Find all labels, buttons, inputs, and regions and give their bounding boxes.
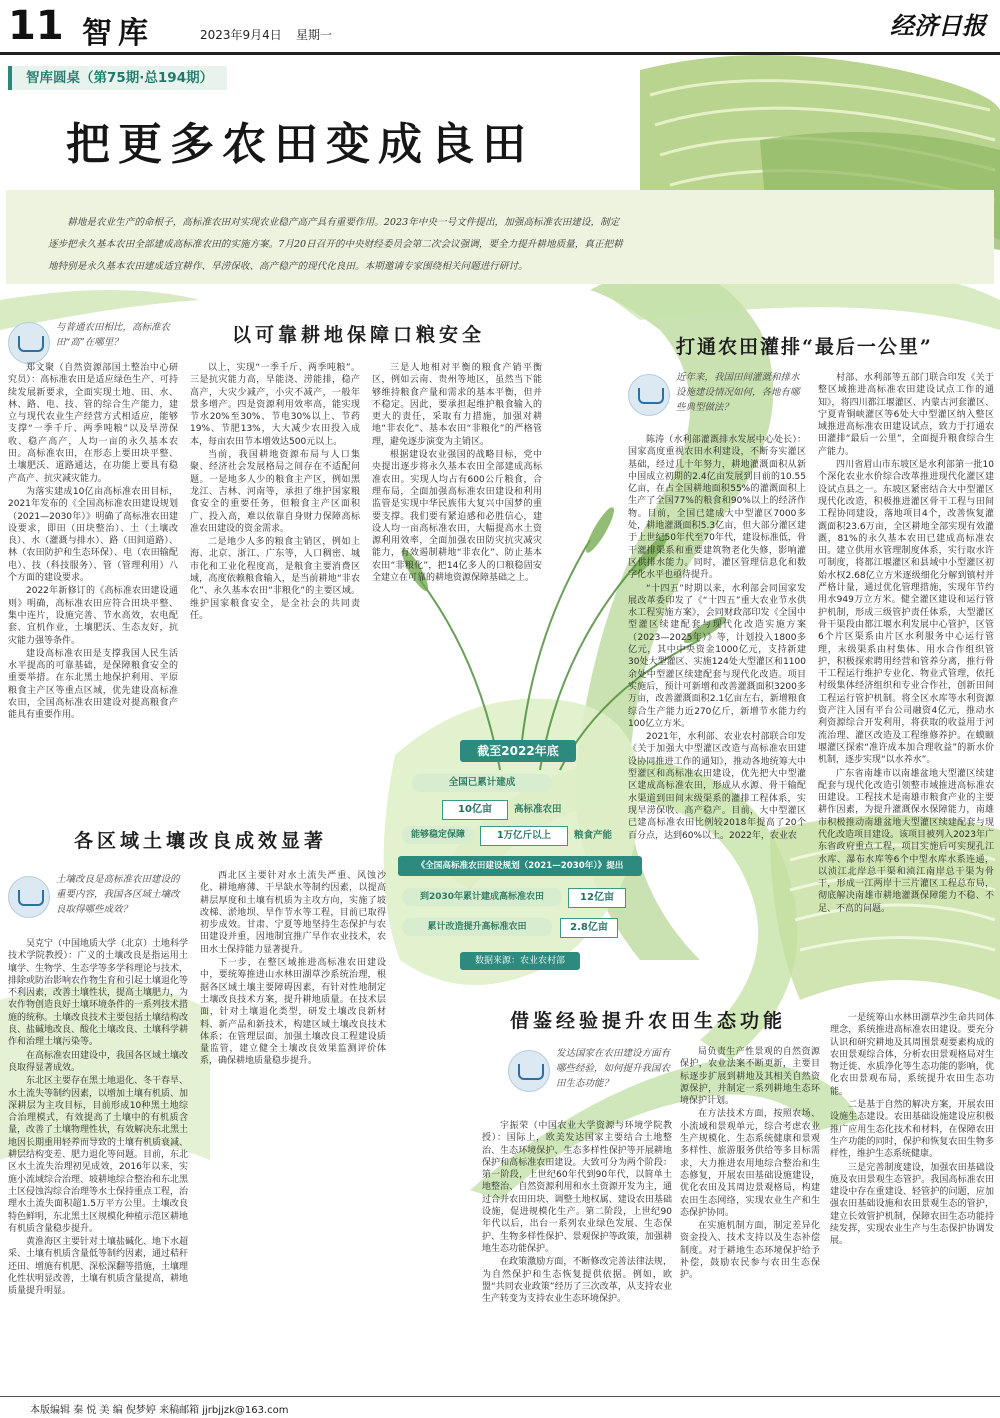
section1-col1 [8, 362, 178, 762]
section2-col2-p2: 四川省眉山市东坡区是水利部第一批10个深化农业水价综合改革推进现代化灌区建设试点县之一。东坡区紧密结合大中型灌区现代化改造，积极推进灌区骨干工程与田间工程协同建设，落地项目4个，改善恢复灌溉面积23.6万亩，全区耕地全部实现有效灌溉，81%的永久基本农田已建成高标准农田。建立供用水管理制度体系，实行取水许可制度，将都江堰灌区和县域中小型灌区初始水权2.68亿立方米逐级细化分解到镇村并严格计量，通过优化管理措施，实现年节约用水949万立方米。健全灌区建设和运行管护机制，形成三级管护责任体系，大型灌区骨干渠段由都江堰水利发展中心管护，区管6个片区渠系由片区水利服务中心运行管理，末级渠系由村集体、用水合作组织管护，积极探索聘用经营和管养分离，推行骨干工程运行维护专业化、物业式管理，依托村级集体经济组织和专业合作社，创新田间工程运行管护机制。将全区水库等水利资源资产注入国有平台公司融资4亿元，推动水利资源综合开发利用，将获取的收益用于河流治理、灌区改造及工程维修养护。在蟆颐堰灌区探索“准许成本加合理收益”的新水价机制，逐步实现“以水养水”。 [818, 460, 994, 766]
infographic-row4-label: 累计改造提升高标准农田 [402, 918, 552, 936]
section3-col2 [200, 870, 386, 1388]
footer-credits: 本版编辑 秦 悦 美 编 倪梦婷 来稿邮箱 jjrbjjzk@163.com [30, 1405, 289, 1416]
section1-col1-p1: 郑文聚（自然资源部国土整治中心研究员）：高标准农田是适应绿色生产、可持续发展新要求，全面实现土地、田、水、林、路、电、技、管的综合生产能力，建立与现代农业生产经营方式相适应，能够支撑“一季千斤、两季吨粮”以及旱涝保收、稳产高产，人均一亩的永久基本农田。高标准农田，在形态上要田块平整、土壤肥沃、道路通达，在功能上要具有稳产高产、抗灾减灾能力。 [8, 363, 178, 484]
section1-col3-p1: 三是人地相对平衡的粮食产销平衡区，例如云南、贵州等地区，虽然当下能够维持粮食产量和需求的基本平衡，但并不稳定。因此，要承担起维护粮食输入的更大的责任，采取有力措施，加强对耕地“非农化”、基本农田“非粮化”的严格管理，避免逐步演变为主销区。 [372, 363, 542, 447]
section2-col2-p3: 广东省南雄市以南雄盆地大型灌区续建配套与现代化改造引领整市域推进高标准农田建设。工程技术是南雄市粮食产业的主要耕作因素，为提升灌溉保水保障能力，南雄市积极推动南雄盆地大型灌区续建配套与现代化改造项目建设。该项目被列入2023年广东省政府重点工程，项目实施后可实现孔江水库、瀑布水库等6个中型水库水系连通，以浈江北岸总干渠和浈江南岸总干渠为骨干，形成一江两岸十三片灌区工程总布局，彻底解决南雄市耕地灌溉保障能力不稳、不足、不高的问题。 [818, 768, 994, 914]
infographic-row4-value: 2.8亿亩 [560, 918, 618, 938]
section2-question: 近年来，我国田间灌溉和排水设施建设情况如何，各地有哪些典型做法？ [676, 372, 800, 413]
infographic-plan-title: 《全国高标准农田建设规划（2021—2030年）》提出 [398, 856, 642, 876]
section2-question-icon [628, 374, 670, 416]
section2-col1 [628, 434, 806, 964]
section1-col2-p3: 二是地少人多的粮食主销区，例如上海、北京、浙江、广东等，人口稠密、城市化和工业化程度高，是粮食主要消费区域，高度依赖粮食输入，是当前耕地“非农化”、永久基本农田“非粮化”的主要区域。维护国家粮食安全，是全社会的共同责任。 [190, 537, 360, 621]
section4-col1-p1: 宇振荣（中国农业大学资源与环境学院教授）：国际上，欧美发达国家主要结合土地整治、生态环境保护、生态多样性保护等开展耕地保护和高标准农田建设。大致可分为两个阶段：第一阶段，上世纪60年代到90年代，以简单土地整治、自然资源利用和水土资源开发为主，通过合并农田田块、调整土地权属、建设农田基础设施，促进规模化生产。第二阶段，上世纪90年代以后，出台一系列农业绿色发展、生态保护、生物多样性保护、景观保护等政策，加强耕地生态功能保护。 [482, 1121, 672, 1254]
infographic-row1-value: 10亿亩 [442, 800, 508, 820]
section3-col1-p3: 东北区主要存在黑土地退化、冬干春旱、水土流失等制约因素，以增加土壤有机质、加深耕层为主攻目标，目前形成10种黑土地综合治理模式，有效提高了土壤中的有机质含量，改善了土壤物理性状，有效解决东北黑土地因长期重用轻养而导致的土壤有机质衰减、耕层结构变差、肥力退化等问题。目前，东北区水土流失治理初见成效，2016年以来，实施小流域综合治理、坡耕地综合整治和东北黑土区侵蚀沟综合治理等水土保持重点工程，治理水土流失面积超1.5万平方公里。土壤改良特色鲜明，东北黑土区规模化种植示范区耕地有机质含量稳步提升。 [8, 1076, 189, 1234]
section2-col1-p1: 陈涛（水利部灌溉排水发展中心处长）：国家高度重视农田水利建设，不断夯实灌区基础，经过几十年努力，耕地灌溉面积从新中国成立初期的2.4亿亩发展到目前的10.55亿亩，在占全国耕地面积55%的灌溉面积上生产了全国77%的粮食和90%以上的经济作物。目前，全国已建成大中型灌区7000多处，耕地灌溉面积5.3亿亩，但大部分灌区建于上世纪50年代至70年代，建设标准低，骨干灌排渠系和重要建筑物老化失修，影响灌区供排水能力。同时，灌区管理信息化和数字化水平也亟待提升。 [628, 435, 806, 581]
section1-col1-p3: 2022年新修订的《高标准农田建设通则》明确，高标准农田应符合田块平整、集中连片，设施完善、节水高效，农电配套、宜机作业，土壤肥沃、生态友好，抗灾能力强等条件。 [8, 586, 178, 646]
infographic-title: 截至2022年底 [460, 740, 576, 762]
infographic-row2-label: 能够稳定保障 [402, 826, 474, 844]
masthead [0, 0, 1000, 55]
infographic-row2-value: 1万亿斤以上 [480, 826, 568, 846]
section-name: 智库 [82, 16, 154, 51]
section4-col3-p3: 三是完善制度建设，加强农田基础设施及农田景观生态管护。我国高标准农田建设中存在重建设、轻管护的问题，应加强农田基础设施和农田景观生态的管护，建立长效管护机制，保障农田生态功能持续发挥，实现农业生产与生态保护协调发展。 [830, 1162, 994, 1247]
section3-col1-p2: 在高标准农田建设中，我国各区域土壤改良取得显著成效。 [8, 1050, 189, 1073]
section4-col2-p3: 在实施机制方面，制定差异化资金投入、技术支持以及生态补偿制度。对于耕地生态环境保护给予补偿，鼓励农民参与农田生态保护。 [680, 1221, 820, 1281]
infographic-row1-suffix: 高标准农田 [514, 804, 562, 815]
footer-bar [0, 1396, 1000, 1418]
section3-col2-p2: 下一步，在整区域推进高标准农田建设中，要统筹推进山水林田湖草沙系统治理，根据各区域土壤主要障碍因素，有针对性地制定土壤改良技术方案，提升耕地质量。在技术层面，针对土壤退化类型，研发土壤改良新材料、新产品和新技术，构建区域土壤改良技术体系；在管理层面，加强土壤改良工程建设质量监管，建立健全土壤改良效果监测评价体系，确保耕地质量稳步提升。 [200, 958, 386, 1067]
section4-col3 [830, 1012, 994, 1388]
infographic-row3-label: 到2030年累计建成高标准农田 [402, 888, 562, 906]
section4-col3-p2: 二是基于自然的解决方案，开展农田设施生态建设。农田基础设施建设应积极推广应用生态化技术和材料，在保障农田生产功能的同时，保护和恢复农田生物多样性，维护生态系统健康。 [830, 1100, 994, 1160]
section4-title: 借鉴经验提升农田生态功能 [510, 1010, 787, 1032]
section2-col1-p3: 2021年，水利部、农业农村部联合印发《关于加强大中型灌区改造与高标准农田建设协同推进工作的通知》，推动各地统筹大中型灌区和高标准农田建设，优先把大中型灌区建成高标准农田，形成从水源、骨干输配水渠道到田间末级渠系的灌排工程体系，实现旱涝保收、高产稳产。目前，大中型灌区已建高标准农田比例较2018年提高了20个百分点，达到60%以上。2022年，农业农 [628, 732, 806, 841]
section2-title: 打通农田灌排“最后一公里” [676, 336, 933, 358]
section1-question: 与普通农田相比，高标准农田“高”在哪里？ [56, 322, 171, 348]
section1-title: 以可靠耕地保障口粮安全 [232, 324, 486, 346]
infographic-source: 数据来源：农业农村部 [460, 952, 580, 970]
section1-col2 [190, 362, 360, 762]
section4-question-icon [508, 1050, 550, 1092]
section3-col1-p4: 黄淮海区主要针对土壤盐碱化、地下水超采、土壤有机质含量低等制约因素，通过秸秆还田、增施有机肥、深松深翻等措施，土壤理化性状明显改善，土壤有机质含量提高，耕地质量提升明显。 [8, 1237, 189, 1297]
section2-col1-p2: “十四五”时期以来，水利部会同国家发展改革委印发了《“十四五”重大农业节水供水工程实施方案》，会同财政部印发《全国中型灌区续建配套与现代化改造实施方案（2023—2025年）》等，计划投入1800多亿元，其中中央资金1000亿元，支持新建30处大型灌区、实施124处大型灌区和1100余处中型灌区续建配套与现代化改造。项目实施后，预计可新增和改善灌溉面积3200多万亩，改善灌溉面积2.1亿亩左右，新增粮食综合生产能力近270亿斤，新增节水能力约100亿立方米。 [628, 583, 806, 729]
section4-col3-p1: 一是统筹山水林田湖草沙生命共同体理念，系统推进高标准农田建设。要充分认识和研究耕地及其周围景观要素构成的农田景观综合体，分析农田景观格局对生物迁徙、水质净化等生态功能的影响，优化农田景观布局，系统提升农田生态功能。 [830, 1013, 994, 1097]
section3-title: 各区域土壤改良成效显著 [74, 830, 328, 852]
section4-col2 [680, 1046, 820, 1388]
section3-col1-p1: 吴克宁（中国地质大学（北京）土地科学技术学院教授）：广义的土壤改良是指运用土壤学、生物学、生态学等多学科理论与技术，排除或防治影响农作物生育和引起土壤退化等不利因素，改善土壤性状，提高土壤肥力，为农作物创造良好土壤环境条件的一系列技术措施的统称。土壤改良技术主要包括土壤结构改良、盐碱地改良、酸化土壤改良、土壤科学耕作和治理土壤污染等。 [8, 939, 189, 1048]
section2-col2 [818, 372, 994, 914]
section1-col2-p1: 以上，实现“一季千斤、两季吨粮”。三是抗灾能力高，旱能浇、涝能排，稳产高产，大灾少减产，小灾不减产，一般年景多增产。四是资源利用效率高，能实现节水20%至30%、节电30%以上、节药19%、节肥13%，大大减少农田投入成本，每亩农田节本增效达500元以上。 [190, 363, 360, 447]
column-tag-label: 智库圆桌（第75期·总194期） [26, 70, 214, 86]
page-title: 把更多农田变成良田 [66, 119, 534, 170]
section4-question: 发达国家在农田建设方面有哪些经验，如何提升我国农田生态功能？ [556, 1048, 671, 1089]
issue-weekday: 星期一 [296, 28, 333, 42]
section3-question: 土壤改良是高标准农田建设的重要内容，我国各区域土壤改良取得哪些成效？ [56, 874, 180, 915]
section4-col2-p1: 局负责生产性景观的自然资源保护，农业法案不断更新，主要目标逐步扩展到耕地及其相关自然资源保护，并制定一系列耕地生态环境保护计划。 [680, 1047, 820, 1107]
section1-col2-p2: 当前，我国耕地资源布局与人口集聚、经济社会发展格局之间存在不适配问题。一是地多人少的粮食主产区，例如黑龙江、吉林、河南等，承担了维护国家粮食安全的重要任务，但粮食主产区面积广、投入高，难以依靠自身财力保障高标准农田建设的资金需求。 [190, 450, 360, 534]
section1-col1-p4: 建设高标准农田是支撑我国人民生活水平提高的可靠基础，是保障粮食安全的重要举措。在东北黑土地保护利用、平原粮食主产区等重点区域，优先建设高标准农田，全国高标准农田建设对提高粮食产能具有重要作用。 [8, 648, 178, 721]
issue-date: 2023年9月4日 [200, 28, 282, 42]
section1-col3-p2: 根据建设农业强国的战略目标，党中央提出逐步将永久基本农田全部建成高标准农田。实现人均占有600公斤粮食，合理布局，全面加强高标准农田建设和利用监管是实现中华民族伟大复兴中国梦的重要支撑。我们要有紧迫感和必胜信心，建设人均一亩高标准农田，大幅提高水土资源利用效率，全面加强农田防灾抗灾减灾能力，有效遏制耕地“非农化”、防止基本农田“非粮化”，把14亿多人的口粮稳固安全建立在可靠的耕地资源保障基础之上。 [372, 450, 542, 584]
infographic-row3-value: 12亿亩 [568, 888, 626, 908]
section4-col2-p2: 在方法技术方面，按照农场、小流域和景观单元，综合考虑农业生产规模化、生态系统健康和景观多样性、旅游服务供给等多目标需求，大力推进农用地综合整治和生态修复，开展农田基础设施建设，优化农田及其周边景观格局，构建农田生态网络，实现农业生产和生态保护协同。 [680, 1109, 820, 1218]
column-tag [8, 66, 227, 90]
intro-text: 耕地是农业生产的命根子，高标准农田对实现农业稳产高产具有重要作用。2023年中央一号文件提出，加强高标准农田建设，制定逐步把永久基本农田全部建成高标准农田的实施方案。7月20日召开的中央财经委员会第二次会议强调，要全力提升耕地质量，真正把耕地特别是永久基本农田建成适宜耕作、旱涝保收、高产稳产的现代化良田。本期邀请专家围绕相关问题进行研讨。 [48, 217, 623, 272]
section4-col1 [482, 1120, 672, 1388]
section1-col3 [372, 362, 542, 612]
section3-question-icon [8, 876, 50, 918]
section3-col1 [8, 938, 188, 1388]
section1-question-icon [8, 322, 50, 364]
section3-col2-p1: 西北区主要针对水土流失严重、风蚀沙化、耕地瘠薄、干旱缺水等制约因素，以提高耕层厚度和土壤有机质为主攻方向，实施了坡改梯、淤地坝、旱作节水等工程，目前已取得初步成效。甘肃、宁夏等地坚持生态保护与农田建设并重，因地制宜推广旱作农业技术，农田水土保持能力显著提升。 [200, 871, 386, 955]
infographic [402, 738, 638, 990]
newspaper-logo: 经济日报 [890, 11, 986, 40]
page-number: 11 [8, 3, 64, 49]
intro-box [6, 190, 994, 284]
section2-col2-p1: 村部、水利部等五部门联合印发《关于整区域推进高标准农田建设试点工作的通知》，将四川都江堰灌区、内蒙古河套灌区、宁夏青铜峡灌区等6处大中型灌区纳入整区域推进高标准农田建设试点，致力于打通农田灌排“最后一公里”，全面提升粮食综合生产能力。 [818, 373, 994, 457]
infographic-row2-suffix: 粮食产能 [574, 830, 613, 841]
infographic-row1-label: 全国已累计建成 [412, 774, 552, 792]
section4-col1-p2: 在政策激励方面，不断修改完善法律法规，为自然保护和生态恢复提供依据。例如，欧盟“共同农业政策”经历了三次改革，从支持农业生产转变为支持农业生态环境保护。 [482, 1257, 672, 1305]
section1-col1-p2: 为落实建成10亿亩高标准农田目标，2021年发布的《全国高标准农田建设规划（2021—2030年）》明确了高标准农田建设要求，即田（田块整治）、土（土壤改良）、水（灌溉与排水）、路（田间道路）、林（农田防护和生态环保）、电（农田输配电）、技（科技服务）、管（管理利用）八个方面的建设要求。 [8, 486, 178, 584]
